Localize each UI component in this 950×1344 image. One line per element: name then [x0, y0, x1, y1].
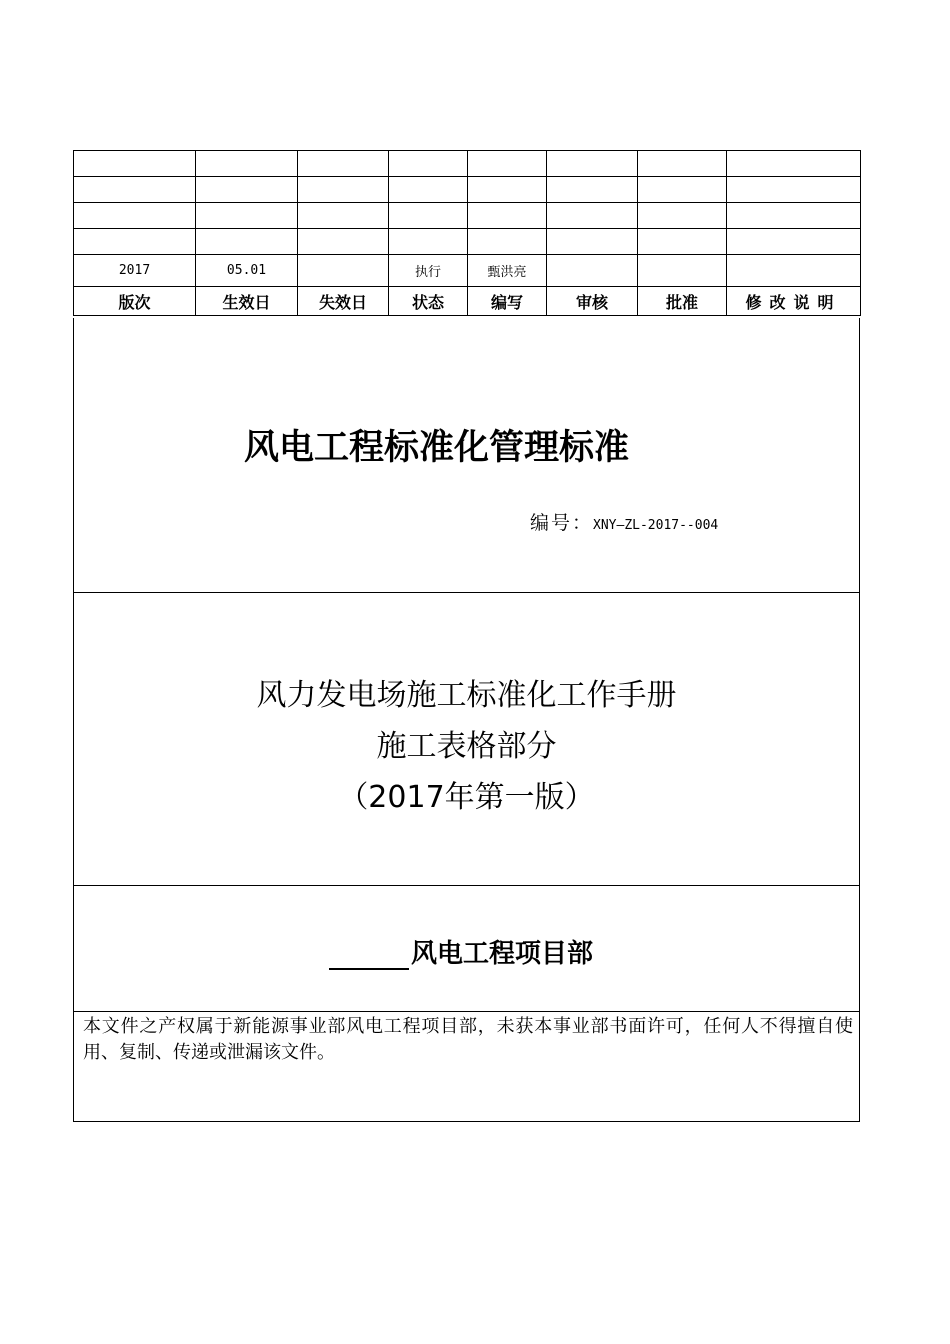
cell-notes	[727, 255, 861, 287]
revision-empty-row	[74, 177, 861, 203]
department-section	[73, 885, 860, 1012]
manual-title-line-3: （2017年第一版）	[338, 780, 595, 815]
header-expiry-date: 失效日	[298, 287, 389, 316]
manual-title	[74, 670, 859, 823]
header-notes: 修改说明	[727, 287, 861, 316]
header-reviewer: 审核	[547, 287, 638, 316]
document-code-label: 编号：	[530, 512, 594, 534]
manual-title-section	[73, 592, 860, 886]
revision-empty-row	[74, 229, 861, 255]
header-author: 编写	[468, 287, 547, 316]
document-code	[530, 508, 718, 535]
revision-table	[73, 150, 861, 316]
department-name-text: 风电工程项目部	[411, 939, 594, 969]
standard-title-section	[73, 318, 860, 593]
copyright-notice: 本文件之产权属于新能源事业部风电工程项目部，未获本事业部书面许可，任何人不得擅自使用、复制、传递或泄漏该文件。	[83, 1016, 853, 1063]
header-effective-date: 生效日	[196, 287, 298, 316]
department-blank-line	[329, 940, 409, 970]
cell-status: 执行	[389, 255, 468, 287]
manual-title-line-1: 风力发电场施工标准化工作手册	[256, 678, 677, 713]
revision-empty-row	[74, 151, 861, 177]
cell-author: 甄洪亮	[468, 255, 547, 287]
standard-title: 风电工程标准化管理标准	[243, 428, 629, 468]
document-code-value: XNY—ZL-2017--004	[593, 518, 719, 533]
revision-empty-row	[74, 203, 861, 229]
revision-header-row	[74, 287, 861, 316]
manual-title-line-2: 施工表格部分	[376, 729, 557, 764]
cell-version: 2017	[74, 255, 196, 287]
department-name	[329, 933, 593, 970]
cell-expiry-date	[298, 255, 389, 287]
header-version: 版次	[74, 287, 196, 316]
header-approver: 批准	[638, 287, 727, 316]
cell-reviewer	[547, 255, 638, 287]
cell-approver	[638, 255, 727, 287]
revision-data-row	[74, 255, 861, 287]
header-status: 状态	[389, 287, 468, 316]
copyright-notice-section	[73, 1011, 860, 1122]
cell-effective-date: 05.01	[196, 255, 298, 287]
